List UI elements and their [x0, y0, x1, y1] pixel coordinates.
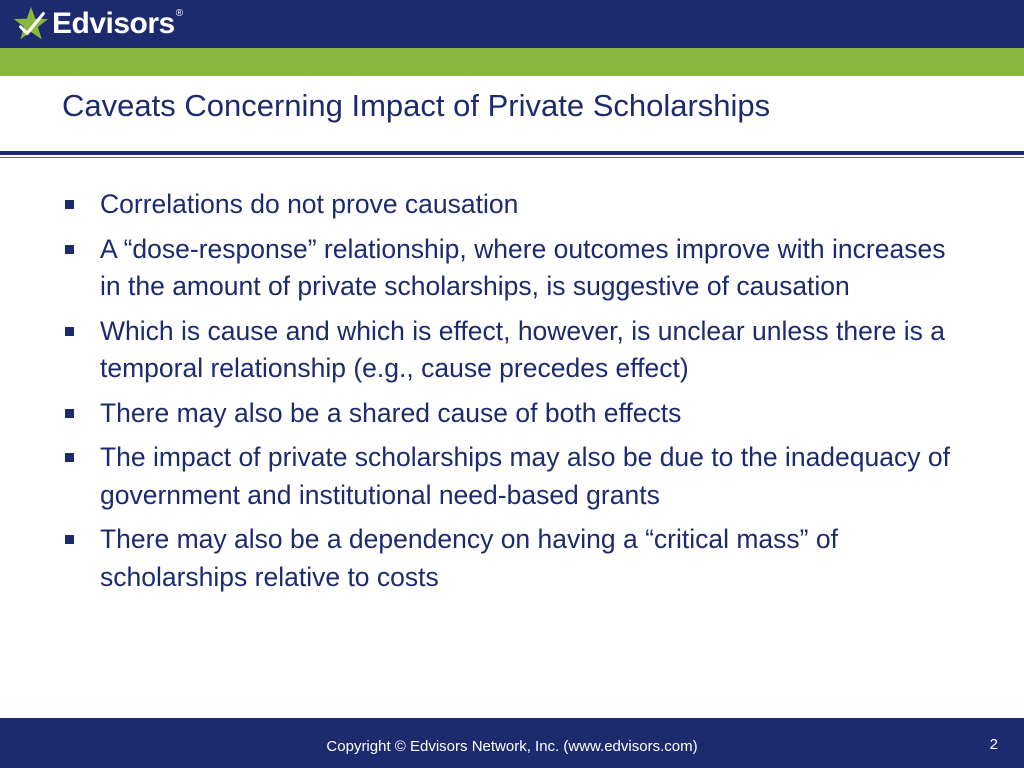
title-divider-thin	[0, 157, 1024, 158]
bullet-text: Which is cause and which is effect, however, is unclear unless there is a temporal relationship (e.g., cause precedes effect)	[100, 315, 945, 383]
slide-title: Caveats Concerning Impact of Private Scholarships	[62, 88, 771, 123]
bullet-text: A “dose-response” relationship, where outcomes improve with increases in the amount of private scholarships, is suggestive of causation	[100, 233, 946, 301]
star-check-icon	[12, 5, 50, 43]
logo-wordmark: Edvisors	[52, 7, 175, 40]
square-bullet-icon	[65, 327, 74, 336]
header-accent-band	[0, 48, 1024, 76]
bullet-list	[62, 186, 972, 603]
square-bullet-icon	[65, 453, 74, 462]
page-number: 2	[989, 736, 998, 753]
logo-registered-mark: ®	[175, 8, 184, 19]
bullet-item	[62, 521, 972, 596]
bullet-text: There may also be a shared cause of both effects	[100, 397, 682, 428]
bullet-item	[62, 395, 972, 433]
copyright-notice: Copyright © Edvisors Network, Inc. (www.edvisors.com)	[326, 738, 698, 755]
edvisors-logo	[12, 4, 183, 44]
bullet-item	[62, 439, 972, 514]
square-bullet-icon	[65, 200, 74, 209]
bullet-item	[62, 186, 972, 224]
square-bullet-icon	[65, 409, 74, 418]
bullet-text: The impact of private scholarships may also be due to the inadequacy of government and institutional need-based grants	[100, 442, 950, 510]
bullet-text: There may also be a dependency on having a “critical mass” of scholarships relative to costs	[100, 524, 838, 592]
title-divider	[0, 151, 1024, 155]
bullet-item	[62, 231, 972, 306]
square-bullet-icon	[65, 245, 74, 254]
bullet-item	[62, 313, 972, 388]
square-bullet-icon	[65, 535, 74, 544]
bullet-text: Correlations do not prove causation	[100, 189, 519, 219]
